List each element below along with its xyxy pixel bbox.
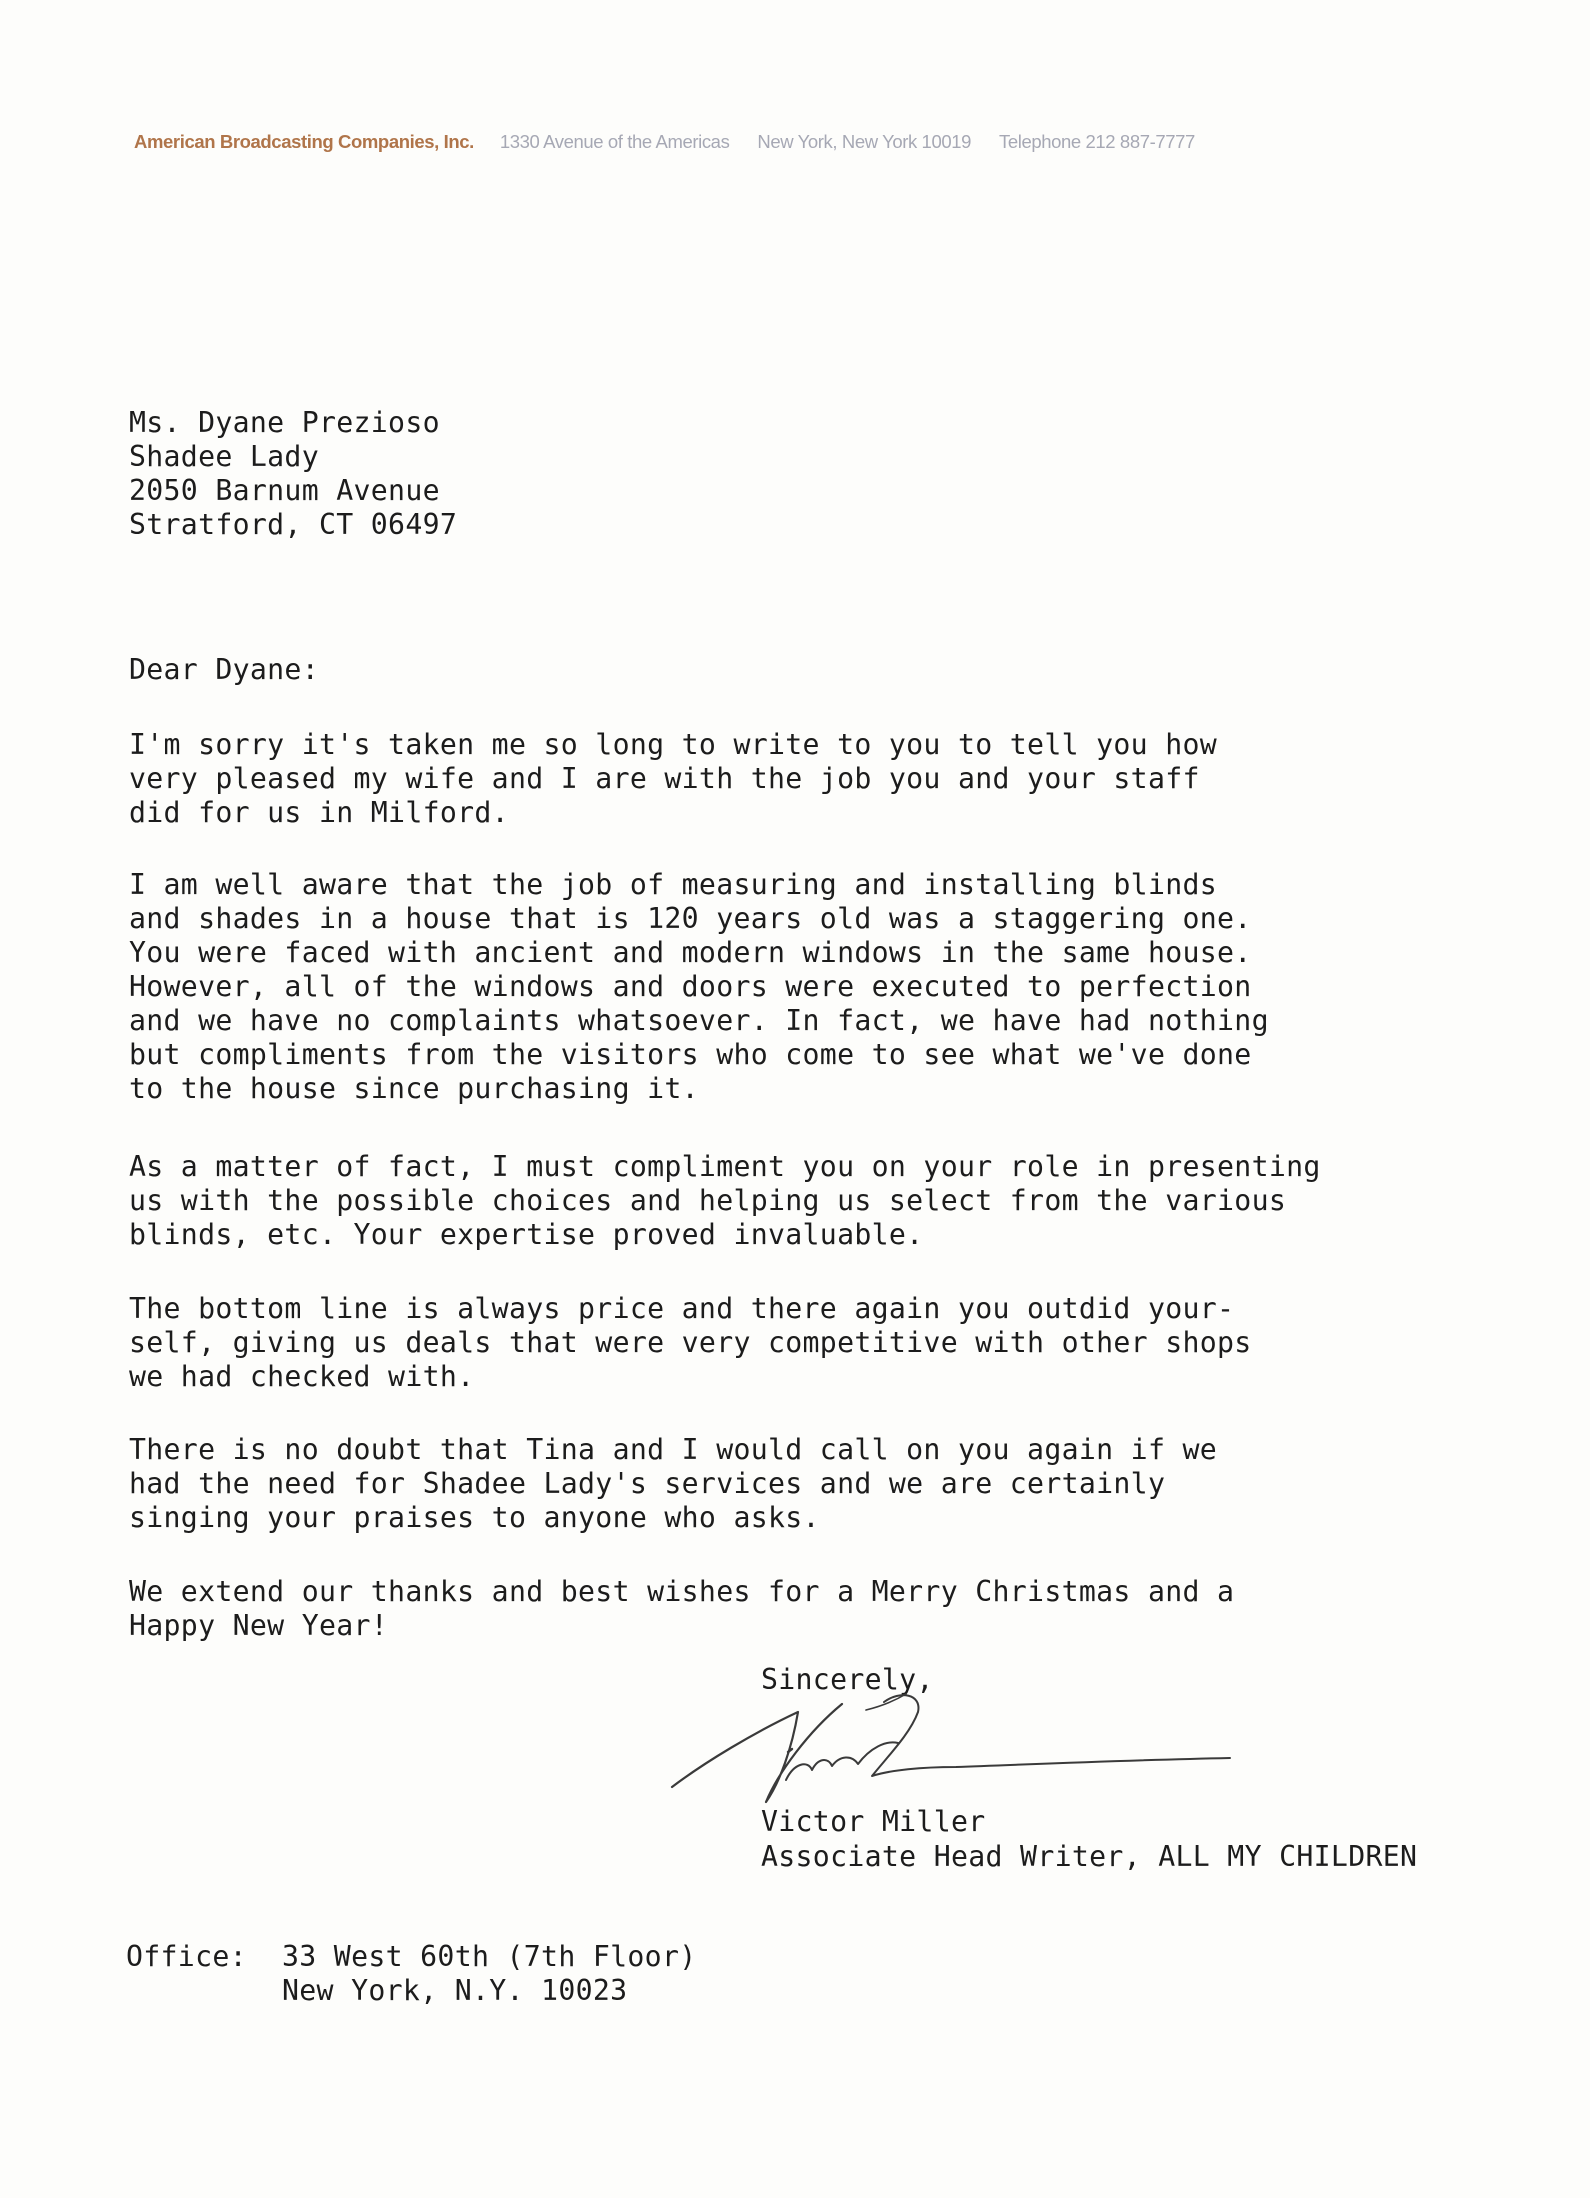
office-address-line-1: 33 West 60th (7th Floor): [282, 1940, 697, 1973]
letterhead-telephone: Telephone 212 887-7777: [999, 131, 1195, 152]
body-paragraph-4: The bottom line is always price and there again you outdid your- self, giving us deals that were very competitive with other shops we had checked with.: [129, 1292, 1252, 1393]
body-paragraph-2: I am well aware that the job of measuring and installing blinds and shades in a house that is 120 years old was a staggering one. You were faced with ancient and modern windows in the same house. However, all of the windows and doors were executed to perfection and we have no complaints whatsoever. In fact, we have had nothing but compliments from the visitors who come to see what we've done to the house since purchasing it.: [129, 868, 1269, 1105]
letterhead-company: American Broadcasting Companies, Inc.: [134, 131, 474, 152]
recipient-name: Ms. Dyane Prezioso: [129, 406, 440, 439]
salutation: Dear Dyane:: [129, 653, 319, 686]
recipient-company: Shadee Lady: [129, 440, 319, 473]
body-paragraph-6: We extend our thanks and best wishes for a Merry Christmas and a Happy New Year!: [129, 1575, 1235, 1642]
office-address-line-2: New York, N.Y. 10023: [282, 1974, 628, 2007]
signer-title: Associate Head Writer, ALL MY CHILDREN: [761, 1840, 1418, 1873]
office-label: Office:: [126, 1940, 247, 1973]
recipient-address: [129, 406, 457, 542]
valediction: Sincerely,: [761, 1663, 934, 1696]
letterhead: [134, 131, 1195, 153]
letterhead-city: New York, New York 10019: [757, 131, 971, 152]
signer-name: Victor Miller: [761, 1805, 986, 1838]
body-paragraph-5: There is no doubt that Tina and I would call on you again if we had the need for Shadee Lady's services and we are certainly singing your praises to anyone who asks.: [129, 1433, 1218, 1534]
letterhead-street: 1330 Avenue of the Americas: [499, 131, 730, 152]
body-paragraph-1: I'm sorry it's taken me so long to write to you to tell you how very pleased my wife and I are with the job you and your staff did for us in Milford.: [129, 728, 1218, 829]
recipient-city: Stratford, CT 06497: [129, 508, 458, 541]
body-paragraph-3: As a matter of fact, I must compliment you on your role in presenting us with the possible choices and helping us select from the various blinds, etc. Your expertise proved invaluable.: [129, 1150, 1321, 1251]
recipient-street: 2050 Barnum Avenue: [129, 474, 440, 507]
